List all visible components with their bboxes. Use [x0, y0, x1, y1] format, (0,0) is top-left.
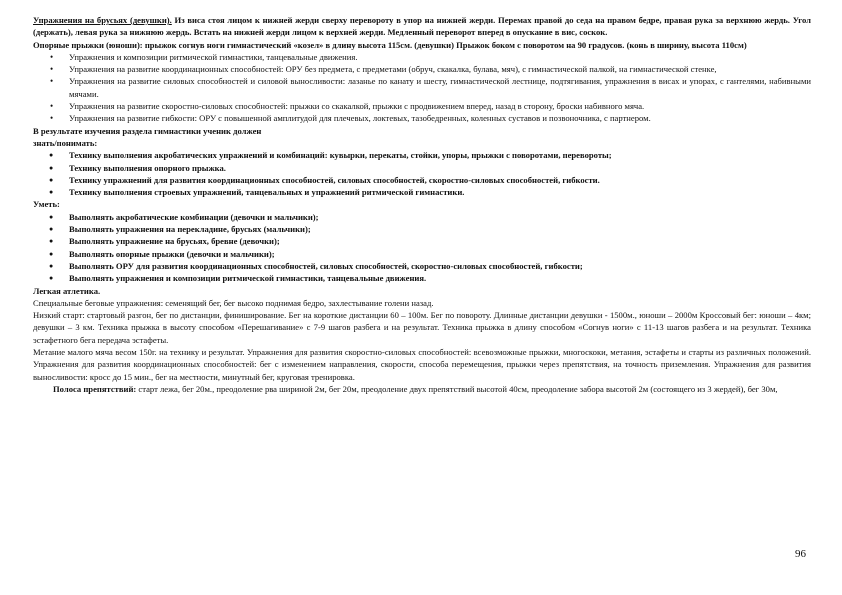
bars-text: Из виса стоя лицом к нижней жерди сверху перевороту в упор на нижней жерди. Перемах правой до седа на правом бедре, правая рука за верхнюю жердь. Угол (держать), левая рука за нижнюю жердь. Встать на нижней жерди лицом к верхней жерди. Медленный переворот вперед в опускание в вис, соскок.: [33, 15, 811, 38]
can-list: [33, 211, 811, 285]
page-content: [33, 14, 811, 395]
athletics-heading: Легкая атлетика.: [33, 285, 101, 296]
list-item: ● Технику упражнений для развития координационных способностей, силовых способностей, скоростно-силовых способностей, гибкости.: [33, 174, 811, 186]
list-item: ● Выполнять упражнения на перекладине, брусьях (мальчики);: [33, 223, 811, 235]
bars-paragraph: [33, 14, 811, 39]
know-list: [33, 149, 811, 198]
list-item: • Упражнения и композиции ритмической гимнастики, танцевальные движения.: [33, 51, 811, 63]
list-item: • Упражнения на развитие силовых способностей и силовой выносливости: лазанье по канату и шесту, гимнастической лестнице, подтягивания, упражнения в висах и упорах, с гантелями, набивными мячами.: [33, 75, 811, 100]
list-item: ● Технику выполнения акробатических упражнений и комбинаций: кувырки, перекаты, стойки, упоры, прыжки с поворотами, перевороты;: [33, 149, 811, 161]
athletics-paragraph: Специальные беговые упражнения: семенящий бег, бег высоко поднимая бедро, захлестывание голени назад.: [33, 297, 434, 308]
list-item: ● Выполнять акробатические комбинации (девочки и мальчики);: [33, 211, 811, 223]
list-item: • Упражнения на развитие гибкости: ОРУ с повышенной амплитудой для плечевых, локтевых, тазобедренных, коленных суставов и позвоночника, с партнером.: [33, 112, 811, 124]
list-item: ● Выполнять опорные прыжки (девочки и мальчики);: [33, 248, 811, 260]
obstacle-paragraph: [33, 383, 811, 395]
list-item: • Упражнения на развитие координационных способностей: ОРУ без предмета, с предметами (обруч, скакалка, булава, мяч), с гимнастической палкой, на гимнастической стенке,: [33, 63, 811, 75]
obstacle-heading: Полоса препятствий:: [53, 383, 137, 394]
vault-paragraph: Опорные прыжки (юноши): прыжок согнув ноги гимнастический «козел» в длину высота 115см. (девушки) Прыжок боком с поворотом на 90 градусов. (конь в ширину, высота 110см): [33, 39, 747, 50]
list-item: • Упражнения на развитие скоростно-силовых способностей: прыжки со скакалкой, прыжки с продвижением вперед, назад в сторону, броски набивного мяча.: [33, 100, 811, 112]
obstacle-text: старт лежа, бег 20м., преодоление рва шириной 2м, бег 20м, преодоление двух препятствий высотой 40см, преодоление забора высотой 2м (состоящего из 3 жердей), бег 30м,: [136, 383, 778, 394]
know-heading: знать/понимать:: [33, 137, 98, 148]
list-item: ● Выполнять упражнения и композиции ритмической гимнастики, танцевальные движения.: [33, 272, 811, 284]
list-item: ● Технику выполнения строевых упражнений, танцевальных и упражнений ритмической гимнастики.: [33, 186, 811, 198]
exercise-list: [33, 51, 811, 125]
list-item: ● Технику выполнения опорного прыжка.: [33, 162, 811, 174]
list-item: ● Выполнять упражнение на брусьях, бревне (девочки);: [33, 235, 811, 247]
result-heading: В результате изучения раздела гимнастики ученик должен: [33, 125, 262, 136]
page-number: 96: [795, 548, 806, 560]
can-heading: Уметь:: [33, 199, 60, 210]
bars-heading: Упражнения на брусьях (девушки).: [33, 15, 172, 25]
list-item: ● Выполнять ОРУ для развития координационных способностей, силовых способностей, скоростно-силовых способностей, гибкости;: [33, 260, 811, 272]
athletics-paragraph: Метание малого мяча весом 150г. на технику и результат. Упражнения для развития скоростно-силовых способностей: всевозможные прыжки, многоскоки, метания, эстафеты и старты из различных положений. Упражнения для развития координационных способностей: бег с изменением направления, скорости, способа перемещения, прыжки через препятствия, на точность приземления. Упражнения для развития выносливости: кросс до 15 мин., бег на местности, минутный бег, круговая тренировка.: [33, 347, 811, 382]
athletics-paragraph: Низкий старт: стартовый разгон, бег по дистанции, финиширование. Бег на короткие дистанции 60 – 100м. Бег по повороту. Длинные дистанции девушки - 1500м., юноши – 2000м Кроссовый бег: юноши – 4км; девушки – 3 км. Техника прыжка в высоту способом «Перешагивание» с 7-9 шагов разбега и на результат. Техника прыжка в длину способом «Согнув ноги» с 11-13 шагов разбега и на результат. Техника эстафетного бега передача эстафеты.: [33, 310, 811, 345]
